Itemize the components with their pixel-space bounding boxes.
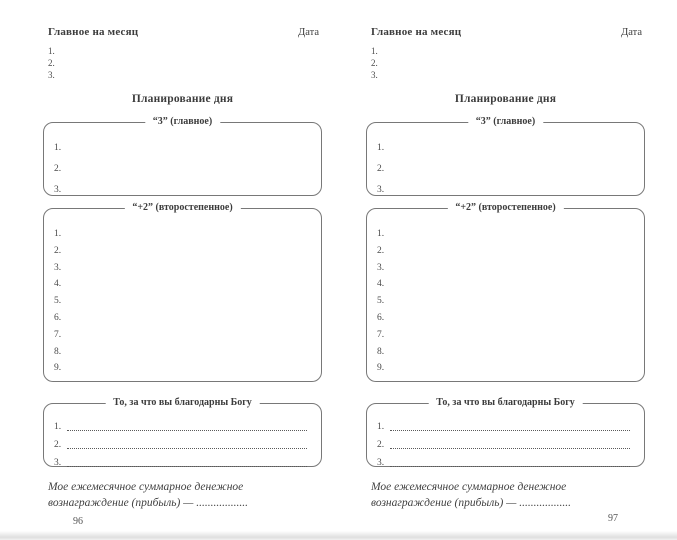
main-tasks-box [43, 116, 322, 196]
list-item-number: 3. [377, 458, 385, 468]
list-item-number: 5. [377, 296, 385, 307]
date-label: Дата [298, 27, 319, 38]
list-item-number: 1. [377, 422, 385, 432]
gratitude-row [377, 416, 632, 434]
gratitude-box [43, 397, 322, 468]
list-item-number: 1. [54, 422, 62, 432]
dotted-fill-line [390, 430, 630, 431]
dotted-fill-line [390, 466, 630, 467]
gratitude-list [367, 404, 644, 470]
list-item-number: 8. [54, 346, 62, 357]
monthly-reward-note [48, 480, 322, 511]
planner-page-left [43, 0, 322, 540]
main-tasks-list [367, 123, 644, 201]
main-tasks-box-title: “3” (главное) [468, 116, 543, 127]
list-item-number: 1. [371, 46, 378, 56]
monthly-reward-note-line2: вознаграждение (прибыль) — .................. [371, 496, 572, 509]
dotted-fill-line [67, 448, 307, 449]
month-goals-list [371, 45, 645, 81]
list-item-number: 1. [54, 143, 62, 153]
page-header [43, 0, 322, 38]
main-tasks-list [44, 123, 321, 201]
month-goals-title: Главное на месяц [48, 26, 139, 38]
list-item-number: 9. [54, 363, 62, 374]
main-tasks-box-title: “3” (главное) [145, 116, 220, 127]
list-item-number: 3. [377, 185, 385, 195]
list-item-number: 2. [377, 245, 385, 256]
secondary-tasks-box [43, 202, 322, 382]
monthly-reward-note-line1: Мое ежемесячное суммарное денежное [48, 481, 244, 493]
list-item-number: 5. [54, 296, 62, 307]
gratitude-row [54, 452, 309, 470]
planner-page-right [366, 0, 645, 540]
list-item-number: 2. [371, 58, 378, 68]
gratitude-row [54, 434, 309, 452]
list-item-number: 2. [377, 164, 385, 174]
list-item-number: 1. [54, 229, 62, 239]
gratitude-row [377, 452, 632, 470]
main-tasks-box [366, 116, 645, 196]
list-item-number: 9. [377, 363, 385, 374]
list-item-number: 6. [377, 312, 385, 323]
list-item-number: 2. [54, 440, 62, 450]
monthly-reward-note [371, 480, 645, 511]
secondary-tasks-list [367, 209, 644, 377]
monthly-reward-note-line2: вознаграждение (прибыль) — .................. [48, 496, 249, 509]
list-item-number: 4. [377, 279, 385, 290]
date-label: Дата [621, 27, 642, 38]
day-planning-title: Планирование дня [131, 93, 234, 105]
list-item-number: 7. [54, 329, 62, 340]
secondary-tasks-box-title: “+2” (второстепенное) [124, 202, 240, 213]
list-item-number: 8. [377, 346, 385, 357]
secondary-tasks-list [44, 209, 321, 377]
list-item-number: 2. [377, 440, 385, 450]
dotted-fill-line [67, 466, 307, 467]
day-planning-title: Планирование дня [454, 93, 557, 105]
list-item-number: 3. [371, 70, 378, 80]
list-item-number: 3. [377, 262, 385, 273]
list-item-number: 6. [54, 312, 62, 323]
gratitude-box-title: То, за что вы благодарны Богу [428, 397, 583, 408]
secondary-tasks-box [366, 202, 645, 382]
list-item-number: 3. [48, 70, 55, 80]
gratitude-box-title: То, за что вы благодарны Богу [105, 397, 260, 408]
list-item-number: 1. [377, 229, 385, 239]
list-item-number: 4. [54, 279, 62, 290]
page-header [366, 0, 645, 38]
gratitude-row [377, 434, 632, 452]
monthly-reward-note-line1: Мое ежемесячное суммарное денежное [371, 481, 567, 493]
list-item-number: 1. [48, 46, 55, 56]
gratitude-box [366, 397, 645, 468]
list-item-number: 3. [54, 185, 62, 195]
list-item-number: 7. [377, 329, 385, 340]
secondary-tasks-box-title: “+2” (второстепенное) [447, 202, 563, 213]
gratitude-list [44, 404, 321, 470]
dotted-fill-line [67, 430, 307, 431]
list-item-number: 2. [54, 164, 62, 174]
list-item-number: 3. [54, 262, 62, 273]
page-number: 97 [608, 513, 618, 524]
list-item-number: 1. [377, 143, 385, 153]
dotted-fill-line [390, 448, 630, 449]
list-item-number: 2. [48, 58, 55, 68]
page-number: 96 [73, 516, 83, 527]
gratitude-row [54, 416, 309, 434]
month-goals-title: Главное на месяц [371, 26, 462, 38]
list-item-number: 3. [54, 458, 62, 468]
list-item-number: 2. [54, 245, 62, 256]
book-bottom-edge-shadow [0, 531, 677, 540]
month-goals-list [48, 45, 322, 81]
